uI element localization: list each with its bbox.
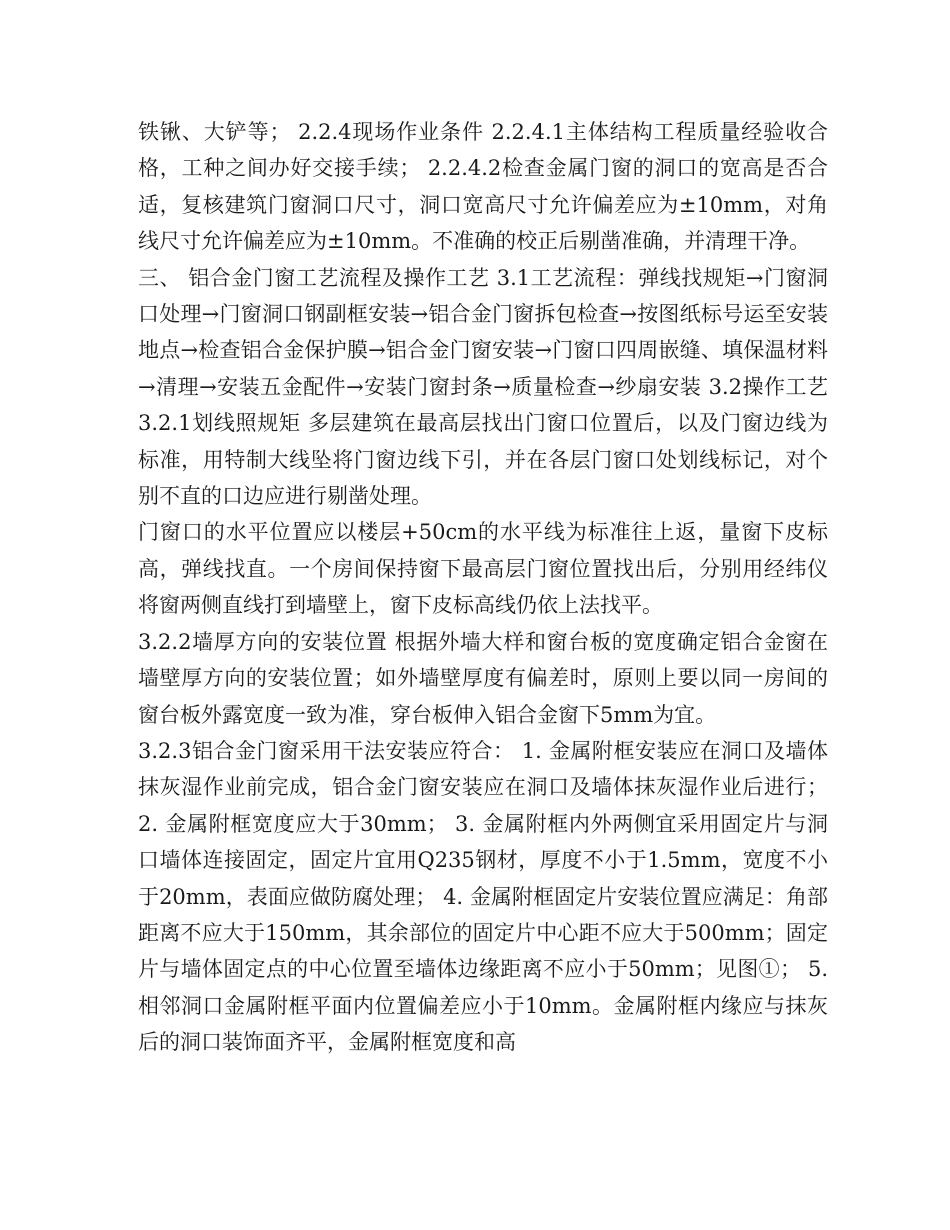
paragraph-dry-installation: 3.2.3铝合金门窗采用干法安装应符合： 1. 金属附框安装应在洞口及墙体抹灰湿作业前完成，铝合金门窗安装应在洞口及墙体抹灰湿作业后进行； 2. 金属附框宽度应大于30mm； 3. 金属附框内外两侧宜采用固定片与洞口墙体连接固定，固定片宜用Q235钢材，厚度不小于1.5mm，宽度不小于20mm，表面应做防腐处理； 4. 金属附框固定片安装位置应满足：角部距离不应大于150mm，其余部位的固定片中心距不应大于500mm；固定片与墙体固定点的中心位置至墙体边缘距离不应小于50mm；见图①； 5. 相邻洞口金属附框平面内位置偏差应小于10mm。金属附框内缘应与抹灰后的洞口装饰面齐平，金属附框宽度和高	[138, 738, 828, 1055]
paragraph-horizontal-position: 门窗口的水平位置应以楼层+50cm的水平线为标准往上返，量窗下皮标高，弹线找直。一个房间保持窗下最高层门窗位置找出后，分别用经纬仪将窗两侧直线打到墙壁上，窗下皮标高线仍依上法找平。	[138, 520, 828, 618]
paragraph-process-flow: 三、 铝合金门窗工艺流程及操作工艺 3.1工艺流程：弹线找规矩→门窗洞口处理→门窗洞口钢副框安装→铝合金门窗拆包检查→按图纸标号运至安装地点→检查铝合金保护膜→铝合金门窗安装→门窗口四周嵌缝、填保温材料→清理→安装五金配件→安装门窗封条→质量检查→纱扇安装 3.2操作工艺 3.2.1划线照规矩 多层建筑在最高层找出门窗口位置后，以及门窗边线为标准，用特制大线坠将门窗边线下引，并在各层门窗口处划线标记，对个别不直的口边应进行剔凿处理。	[138, 265, 828, 509]
paragraph-site-conditions: 铁锹、大铲等； 2.2.4现场作业条件 2.2.4.1主体结构工程质量经验收合格，工种之间办好交接手续； 2.2.4.2检查金属门窗的洞口的宽高是否合适，复核建筑门窗洞口尺寸，洞口宽高尺寸允许偏差应为±10mm，对角线尺寸允许偏差应为±10mm。不准确的校正后剔凿准确，并清理干净。	[138, 120, 828, 254]
document-body	[138, 114, 828, 1061]
paragraph-wall-thickness-position: 3.2.2墙厚方向的安装位置 根据外墙大样和窗台板的宽度确定铝合金窗在墙壁厚方向的安装位置；如外墙壁厚度有偏差时，原则上要以同一房间的窗台板外露宽度一致为准，穿台板伸入铝合金窗下5mm为宜。	[138, 629, 828, 727]
